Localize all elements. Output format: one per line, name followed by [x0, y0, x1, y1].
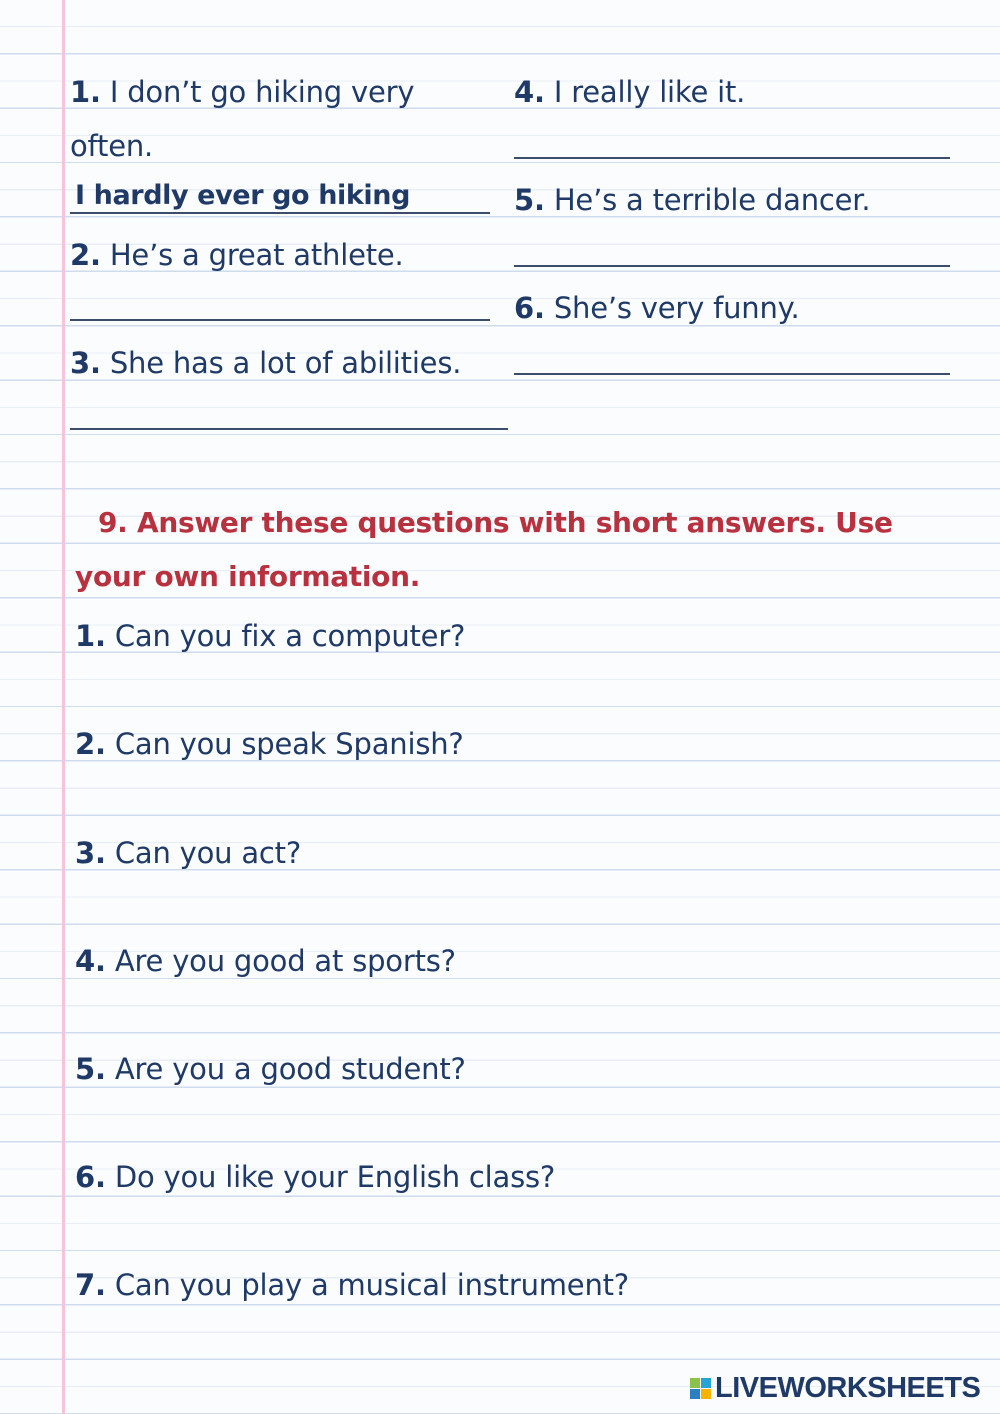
- ex8-item-2-answer-line[interactable]: [70, 319, 490, 321]
- ex9-question-5: 5. Are you a good student?: [75, 1052, 466, 1086]
- ex8-item-6-answer-line[interactable]: [514, 373, 950, 375]
- ex8-item-3-answer-line[interactable]: [70, 428, 508, 430]
- ex8-item-1-cont: often.: [70, 129, 154, 163]
- ex9-question-3: 3. Can you act?: [75, 836, 302, 870]
- ex8-item-1: 1. I don’t go hiking very: [70, 75, 415, 109]
- ex9-question-7: 7. Can you play a musical instrument?: [75, 1268, 629, 1302]
- ex8-item-6: 6. She’s very funny.: [514, 291, 800, 325]
- liveworksheets-logo: [690, 1372, 980, 1405]
- ex9-question-4: 4. Are you good at sports?: [75, 944, 456, 978]
- ex9-heading-line2: your own information.: [75, 560, 421, 593]
- ex9-question-2: 2. Can you speak Spanish?: [75, 727, 464, 761]
- ex9-heading-line1: 9. Answer these questions with short answers. Use: [98, 506, 893, 539]
- ex8-item-4: 4. I really like it.: [514, 75, 746, 109]
- ex9-question-1: 1. Can you fix a computer?: [75, 619, 466, 653]
- ex8-item-1-answer-line[interactable]: [70, 212, 490, 214]
- ex8-item-5: 5. He’s a terrible dancer.: [514, 183, 871, 217]
- page-margin-line: [62, 0, 65, 1414]
- ex8-item-2: 2. He’s a great athlete.: [70, 238, 404, 272]
- ex8-item-3: 3. She has a lot of abilities.: [70, 346, 462, 380]
- ex9-question-6: 6. Do you like your English class?: [75, 1160, 556, 1194]
- liveworksheets-logo-icon: [690, 1378, 711, 1399]
- ex8-item-5-answer-line[interactable]: [514, 265, 950, 267]
- ex8-item-1-answer[interactable]: I hardly ever go hiking: [75, 180, 411, 211]
- ex8-item-4-answer-line[interactable]: [514, 157, 950, 159]
- liveworksheets-logo-text: LIVEWORKSHEETS: [715, 1372, 981, 1404]
